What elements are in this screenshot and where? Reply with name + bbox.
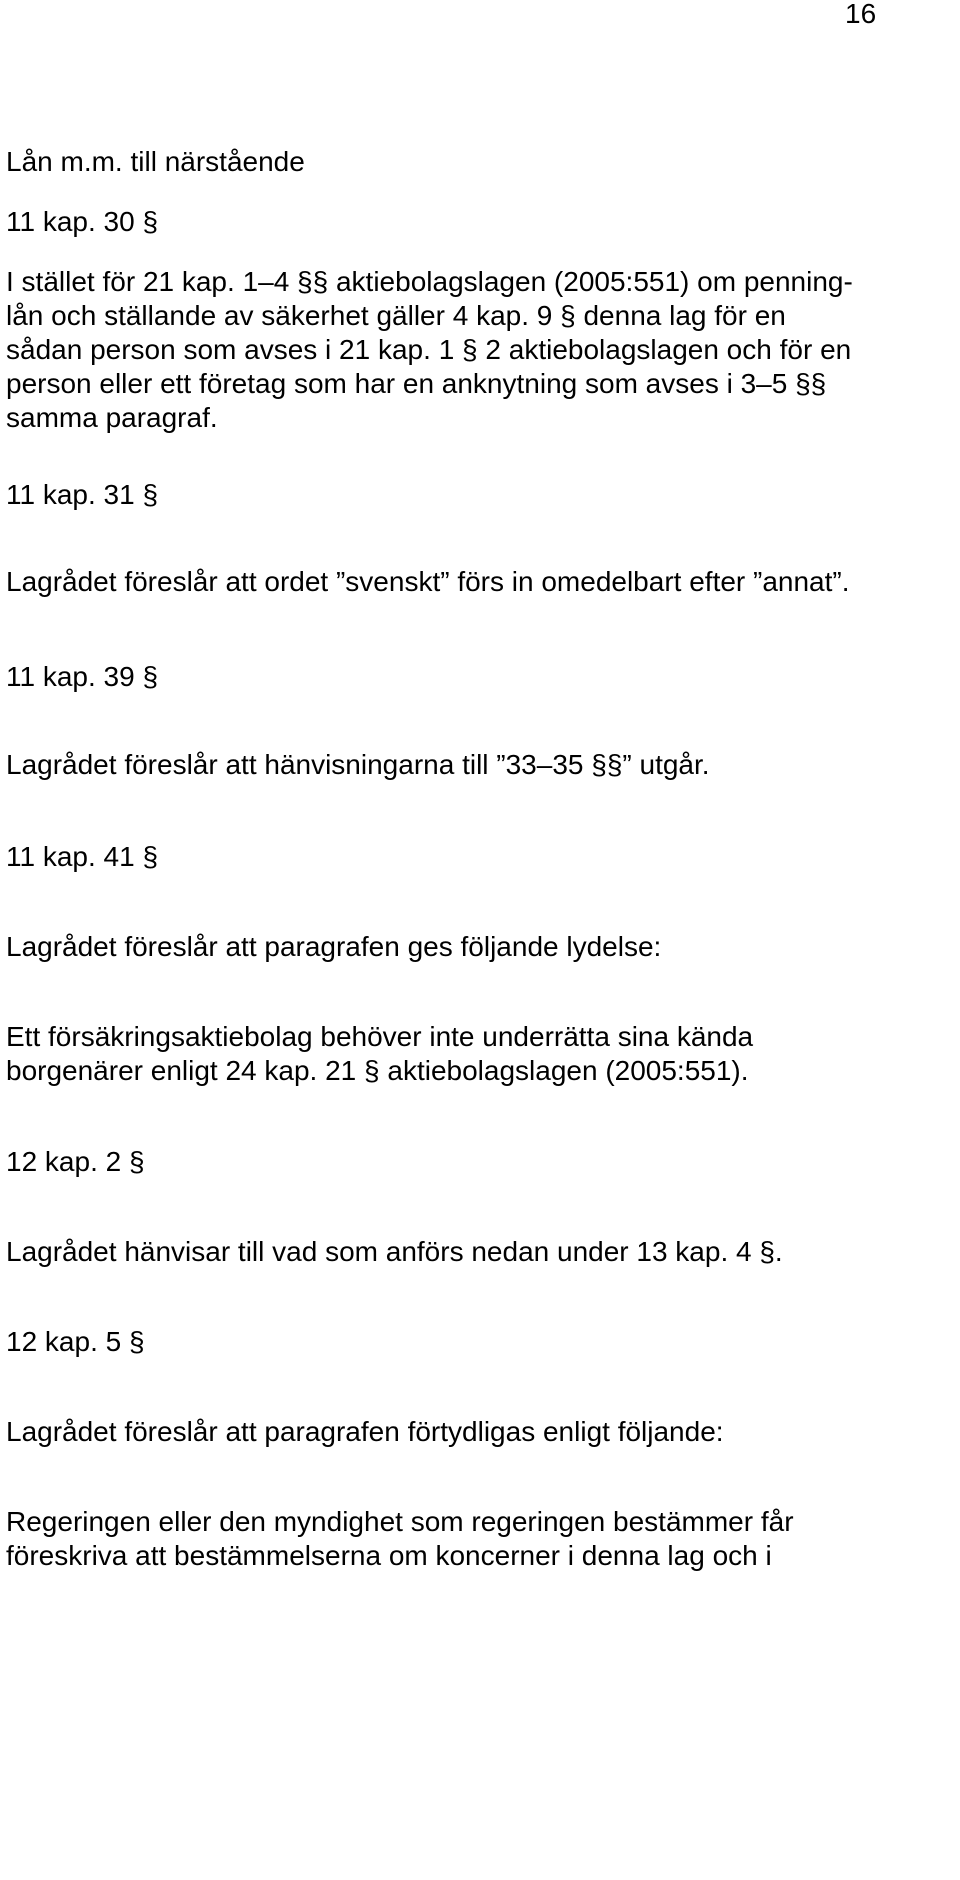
paragraph-heading: 11 kap. 39 § bbox=[6, 661, 159, 692]
paragraph-heading: 11 kap. 30 § bbox=[6, 206, 159, 237]
paragraph-text: Ett försäkringsaktiebolag behöver inte underrätta sina kända borgenärer enligt 24 kap. 21 § aktiebolagslagen (2005:551). bbox=[6, 1021, 754, 1086]
paragraph-heading: 12 kap. 5 § bbox=[6, 1326, 145, 1357]
section-title: Lån m.m. till närstående bbox=[6, 146, 305, 177]
paragraph-heading: 12 kap. 2 § bbox=[6, 1146, 145, 1177]
paragraph-text: Lagrådet hänvisar till vad som anförs nedan under 13 kap. 4 §. bbox=[6, 1236, 783, 1267]
paragraph-text: Lagrådet föreslår att paragrafen ges följande lydelse: bbox=[6, 931, 662, 962]
paragraph-heading: 11 kap. 41 § bbox=[6, 841, 159, 872]
paragraph-text: Lagrådet föreslår att hänvisningarna till ”33–35 §§” utgår. bbox=[6, 749, 710, 780]
paragraph-heading: 11 kap. 31 § bbox=[6, 479, 159, 510]
paragraph-text: Lagrådet föreslår att paragrafen förtydligas enligt följande: bbox=[6, 1416, 724, 1447]
paragraph-text: I stället för 21 kap. 1–4 §§ aktiebolagslagen (2005:551) om penning- lån och ställande av säkerhet gäller 4 kap. 9 § denna lag för en sådan person som avses i 21 kap. 1 § 2 aktiebolagslagen och för en person eller ett företag som har en anknytning som avses i 3–5 §§ samma paragraf. bbox=[6, 266, 853, 433]
paragraph-text: Lagrådet föreslår att ordet ”svenskt” förs in omedelbart efter ”annat”. bbox=[6, 566, 850, 597]
paragraph-text: Regeringen eller den myndighet som regeringen bestämmer får föreskriva att bestämmelserna om koncerner i denna lag och i bbox=[6, 1506, 794, 1571]
page-number: 16 bbox=[845, 0, 877, 29]
